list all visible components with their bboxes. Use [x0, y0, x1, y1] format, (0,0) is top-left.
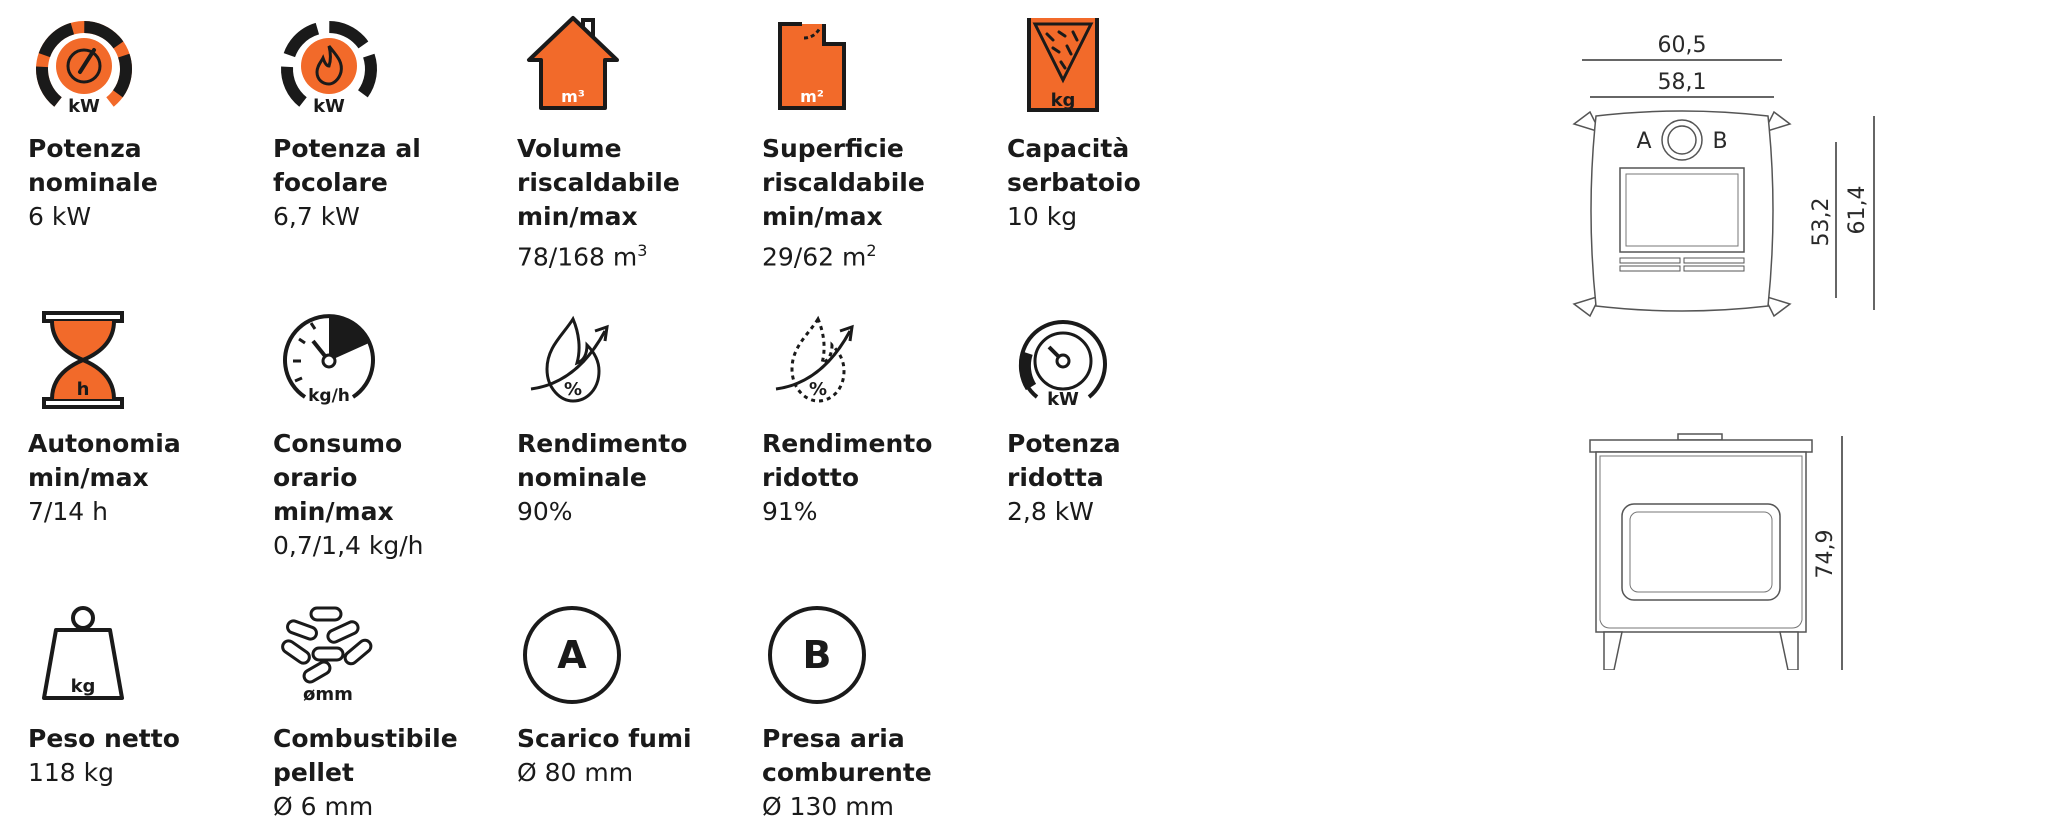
spec-capacita [1007, 10, 1237, 234]
spec-combustibile [273, 600, 503, 824]
svg-text:kW: kW [68, 96, 100, 117]
spec-volume [517, 10, 747, 274]
house-volume-icon [517, 10, 627, 120]
spec-value: 78/168 $m^3$ [517, 241, 648, 272]
spec-value: 90% [517, 497, 573, 526]
air-intake-b-icon [762, 600, 872, 710]
spec-label: Superficie riscaldabile min/max [762, 134, 925, 231]
pellets-icon [273, 600, 383, 710]
svg-text:A: A [557, 633, 587, 677]
spec-presa-aria [762, 600, 992, 824]
spec-label: Potenza nominale [28, 134, 158, 197]
outlet-label-a: A [1636, 129, 1652, 154]
dim-inner-depth: 53,2 [1809, 197, 1834, 247]
stove-top-body [1574, 111, 1790, 316]
spec-value: 91% [762, 497, 818, 526]
spec-value: Ø 130 mm [762, 792, 894, 821]
spec-value: 0,7/1,4 kg/h [273, 531, 424, 560]
spec-label: Combustibile pellet [273, 724, 458, 787]
svg-text:ømm: ømm [303, 684, 353, 705]
spec-value: 6,7 kW [273, 202, 360, 231]
spec-scarico-fumi [517, 600, 747, 790]
spec-potenza-focolare [273, 10, 503, 234]
spec-superficie [762, 10, 992, 274]
spec-autonomia [28, 305, 258, 529]
spec-potenza-ridotta [1007, 305, 1237, 529]
consumption-gauge-icon [273, 305, 383, 415]
spec-potenza-nominale [28, 10, 258, 234]
svg-text:m³: m³ [561, 87, 585, 106]
stove-front-body [1590, 434, 1812, 670]
svg-text:kg/h: kg/h [308, 386, 350, 406]
spec-rendimento-nominale [517, 305, 747, 529]
floor-plan-icon [762, 10, 872, 120]
spec-label: Autonomia min/max [28, 429, 181, 492]
spec-value: 7/14 h [28, 497, 108, 526]
spec-label: Scarico fumi [517, 724, 692, 753]
svg-text:B: B [802, 633, 832, 677]
stove-top-view-drawing [1560, 20, 1890, 320]
flue-outlet-a-icon [517, 600, 627, 710]
dim-inner-width: 58,1 [1657, 70, 1707, 95]
efficiency-flame-icon [517, 305, 627, 415]
dim-outer-width: 60,5 [1657, 33, 1707, 58]
pellet-hopper-icon [1007, 10, 1117, 120]
spec-label: Rendimento nominale [517, 429, 688, 492]
spec-label: Consumo orario min/max [273, 429, 403, 526]
svg-text:%: % [563, 379, 583, 400]
reduced-efficiency-icon [762, 305, 872, 415]
outlet-label-b: B [1712, 129, 1728, 154]
stove-front-view-drawing [1560, 420, 1860, 670]
spec-consumo [273, 305, 503, 563]
spec-rendimento-ridotto [762, 305, 992, 529]
spec-label: Presa aria comburente [762, 724, 932, 787]
spec-label: Capacità serbatoio [1007, 134, 1141, 197]
svg-text:m²: m² [800, 87, 824, 106]
spec-value: 2,8 kW [1007, 497, 1094, 526]
svg-text:h: h [76, 379, 90, 400]
spec-peso-netto [28, 600, 258, 790]
svg-text:kW: kW [313, 96, 345, 117]
spec-value: 118 kg [28, 758, 115, 787]
svg-text:%: % [808, 379, 828, 400]
power-gauge-icon [28, 10, 138, 120]
spec-value: Ø 6 mm [273, 792, 374, 821]
svg-text:kW: kW [1047, 389, 1079, 410]
hearth-flame-icon [273, 10, 383, 120]
dim-height: 74,9 [1813, 529, 1838, 579]
hourglass-icon [28, 305, 138, 415]
spec-label: Potenza al focolare [273, 134, 421, 197]
spec-label: Peso netto [28, 724, 180, 753]
dim-outer-depth: 61,4 [1845, 185, 1870, 235]
reduced-power-gauge-icon [1007, 305, 1117, 415]
weight-icon [28, 600, 138, 710]
spec-label: Rendimento ridotto [762, 429, 933, 492]
spec-label: Volume riscaldabile min/max [517, 134, 680, 231]
spec-value: 10 kg [1007, 202, 1078, 231]
spec-value: 29/62 $m^2$ [762, 241, 877, 272]
spec-value: 6 kW [28, 202, 92, 231]
svg-text:kg: kg [70, 676, 96, 697]
svg-text:kg: kg [1050, 90, 1076, 111]
spec-value: Ø 80 mm [517, 758, 634, 787]
spec-label: Potenza ridotta [1007, 429, 1121, 492]
